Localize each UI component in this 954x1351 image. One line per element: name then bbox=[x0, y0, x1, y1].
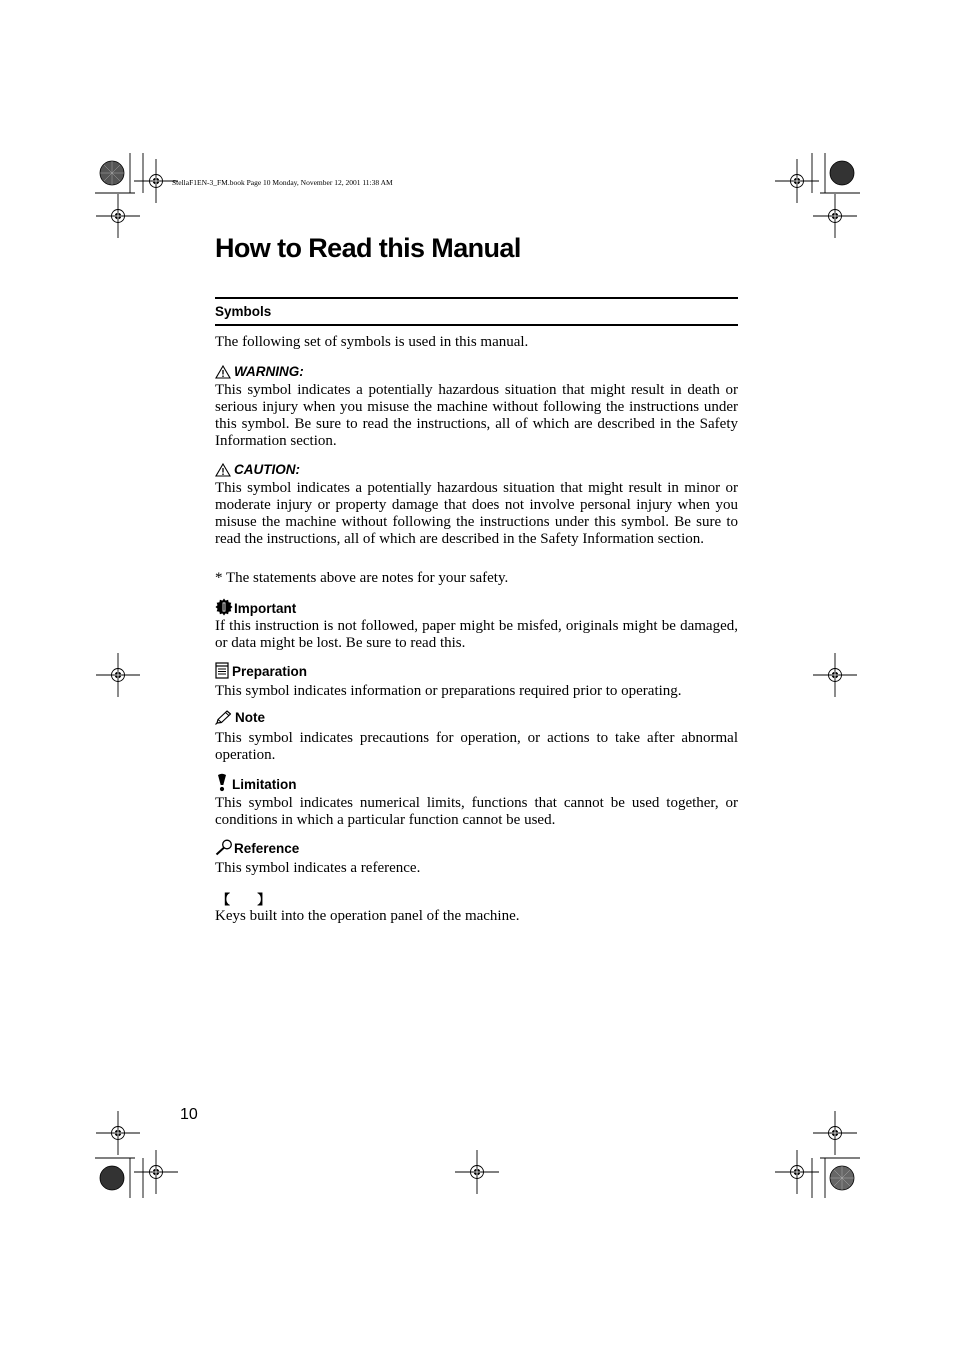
section-title: Symbols bbox=[215, 304, 272, 319]
limitation-text: This symbol indicates numerical limits, functions that cannot be used together, or conditions in which a particular function cannot be used. bbox=[215, 795, 738, 828]
preparation-sheet-icon bbox=[215, 662, 229, 679]
reference-label: Reference bbox=[234, 841, 300, 856]
reference-text: This symbol indicates a reference. bbox=[215, 860, 421, 876]
warning-text: This symbol indicates a potentially hazardous situation that might result in death or serious injury when you misuse the machine without following the instructions under this symbol. Be sure to read the instructions, all of which are described in the Safety Information section. bbox=[215, 382, 738, 449]
caution-heading bbox=[215, 462, 300, 477]
note-label: Note bbox=[235, 710, 265, 725]
page-number: 10 bbox=[180, 1106, 198, 1123]
important-heading bbox=[215, 598, 296, 616]
important-badge-icon bbox=[215, 598, 233, 616]
open-bracket: 【 bbox=[217, 892, 231, 907]
intro-text: The following set of symbols is used in this manual. bbox=[215, 334, 529, 350]
limitation-label: Limitation bbox=[232, 777, 297, 792]
warning-triangle-icon bbox=[215, 463, 231, 477]
warning-triangle-icon bbox=[215, 365, 231, 379]
preparation-text: This symbol indicates information or preparations required prior to operating. bbox=[215, 683, 682, 699]
warning-label: WARNING: bbox=[234, 364, 304, 379]
safety-note: * The statements above are notes for your safety. bbox=[215, 570, 509, 586]
close-bracket: 】 bbox=[257, 892, 271, 907]
starburst-mark bbox=[830, 161, 854, 185]
section-header bbox=[215, 297, 738, 326]
warning-heading bbox=[215, 364, 304, 379]
reference-heading bbox=[215, 839, 299, 856]
preparation-heading bbox=[215, 662, 307, 679]
exclamation-icon bbox=[215, 773, 229, 792]
important-label: Important bbox=[234, 601, 297, 616]
note-text: This symbol indicates precautions for operation, or actions to take after abnormal operation. bbox=[215, 730, 738, 763]
important-text: If this instruction is not followed, paper might be misfed, originals might be damaged, or data might be lost. Be sure to read this. bbox=[215, 618, 738, 651]
keys-text: Keys built into the operation panel of the machine. bbox=[215, 908, 520, 924]
key-brackets bbox=[217, 889, 270, 908]
note-heading bbox=[215, 710, 265, 725]
caution-text: This symbol indicates a potentially hazardous situation that might result in minor or moderate injury or property damage that does not involve personal injury when you misuse the machine without following the instructions under this symbol. Be sure to read the instructions, all of which are described in the Safety Information section. bbox=[215, 480, 738, 547]
page-title: How to Read this Manual bbox=[215, 233, 521, 263]
starburst-mark bbox=[100, 1166, 124, 1190]
caution-label: CAUTION: bbox=[234, 462, 300, 477]
magnifier-icon bbox=[215, 839, 233, 856]
limitation-heading bbox=[215, 773, 297, 792]
preparation-label: Preparation bbox=[232, 664, 308, 679]
print-info-line: StellaF1EN-3_FM.book Page 10 Monday, November 12, 2001 11:38 AM bbox=[172, 178, 393, 187]
pencil-icon bbox=[215, 710, 232, 725]
